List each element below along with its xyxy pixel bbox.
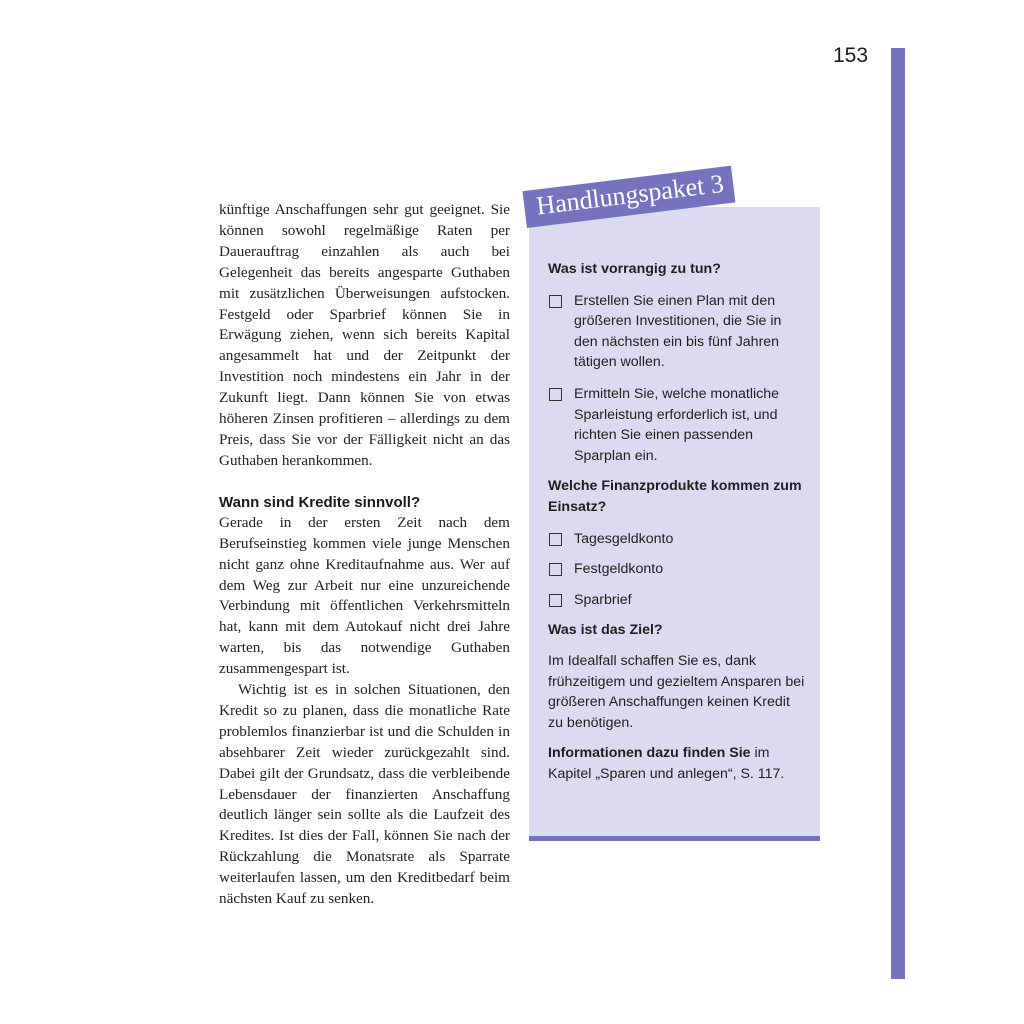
checkbox-item xyxy=(548,590,806,611)
checkbox-item xyxy=(548,291,806,373)
goal-text: Im Idealfall schaffen Sie es, dank frühzeitigem und gezieltem Ansparen bei größeren Anschaffungen keinen Kredit zu benötigen. xyxy=(548,652,805,731)
body-paragraph: Gerade in der ersten Zeit nach dem Berufseinstieg kommen viele junge Menschen nicht ganz ohne Kreditaufnahme aus. Wer auf dem Weg zur Arbeit nur eine unzureichende Verbindung mit öffentlichen Verkehrsmitteln hat, kann mit dem Autokauf nicht drei Jahre warten, bis das notwendige Guthaben zusammengespart ist. xyxy=(219,513,510,678)
main-text-column xyxy=(219,200,510,910)
info-text xyxy=(548,743,806,784)
checkbox-label: Ermitteln Sie, welche monatliche Sparleistung erforderlich ist, und richten Sie einen passenden Sparplan ein. xyxy=(574,385,780,464)
question-heading: Was ist vorrangig zu tun? xyxy=(548,261,721,277)
checkbox-icon[interactable] xyxy=(549,388,562,401)
question-heading: Welche Finanzprodukte kommen zum Einsatz? xyxy=(548,478,802,515)
page-number: 153 xyxy=(833,44,869,67)
body-paragraph: künftige Anschaffungen sehr gut geeignet. Sie können sowohl regelmäßige Raten per Dauerauftrag einzahlen als auch bei Gelegenheit das bereits angesparte Guthaben mit zusätzlichen Überweisungen aufstocken. Festgeld oder Sparbrief können Sie in Erwägung ziehen, wenn sich bereits Kapital angesammelt hat und der Zeitpunkt der Investition noch mindestens ein Jahr in der Zukunft liegt. Dann können Sie von etwas höheren Zinsen profitieren – allerdings zu dem Preis, dass Sie vor der Fälligkeit nicht an das Guthaben herankommen. xyxy=(219,201,510,469)
info-bold: Informationen dazu finden Sie xyxy=(548,745,751,762)
checkbox-item xyxy=(548,384,806,466)
checkbox-label: Tagesgeldkonto xyxy=(574,530,674,547)
checkbox-icon[interactable] xyxy=(549,295,562,308)
checkbox-icon[interactable] xyxy=(549,563,562,576)
checkbox-icon[interactable] xyxy=(549,533,562,546)
checkbox-label: Erstellen Sie einen Plan mit den größeren Investitionen, die Sie in den nächsten ein bis fünf Jahren tätigen wollen. xyxy=(574,292,782,371)
checkbox-label: Sparbrief xyxy=(574,591,632,608)
action-box-content xyxy=(548,259,806,784)
info-reference: im Kapitel „Sparen und anlegen“, S. 117. xyxy=(548,745,785,782)
action-box-title: Handlungspaket 3 xyxy=(522,166,735,228)
section-heading: Wann sind Kredite sinnvoll? xyxy=(219,493,421,511)
checkbox-item xyxy=(548,529,806,550)
checkbox-item xyxy=(548,559,806,580)
chapter-side-bar xyxy=(891,48,905,979)
body-paragraph: Wichtig ist es in solchen Situationen, den Kredit so zu planen, dass die monatliche Rate problemlos finanzierbar ist und die Schulden in absehbarer Zeit wieder zurückgezahlt sind. Dabei gilt der Grundsatz, dass die verbleibende Lebensdauer der finanzierten Anschaffung deutlich länger sein sollte als die Laufzeit des Kredites. Ist dies der Fall, können Sie nach der Rückzahlung die Monatsrate als Sparrate weiterlaufen lassen, um den Kreditbedarf beim nächsten Kauf zu senken. xyxy=(219,681,510,908)
checkbox-label: Festgeldkonto xyxy=(574,561,664,578)
checkbox-icon[interactable] xyxy=(549,594,562,607)
question-heading: Was ist das Ziel? xyxy=(548,622,663,639)
